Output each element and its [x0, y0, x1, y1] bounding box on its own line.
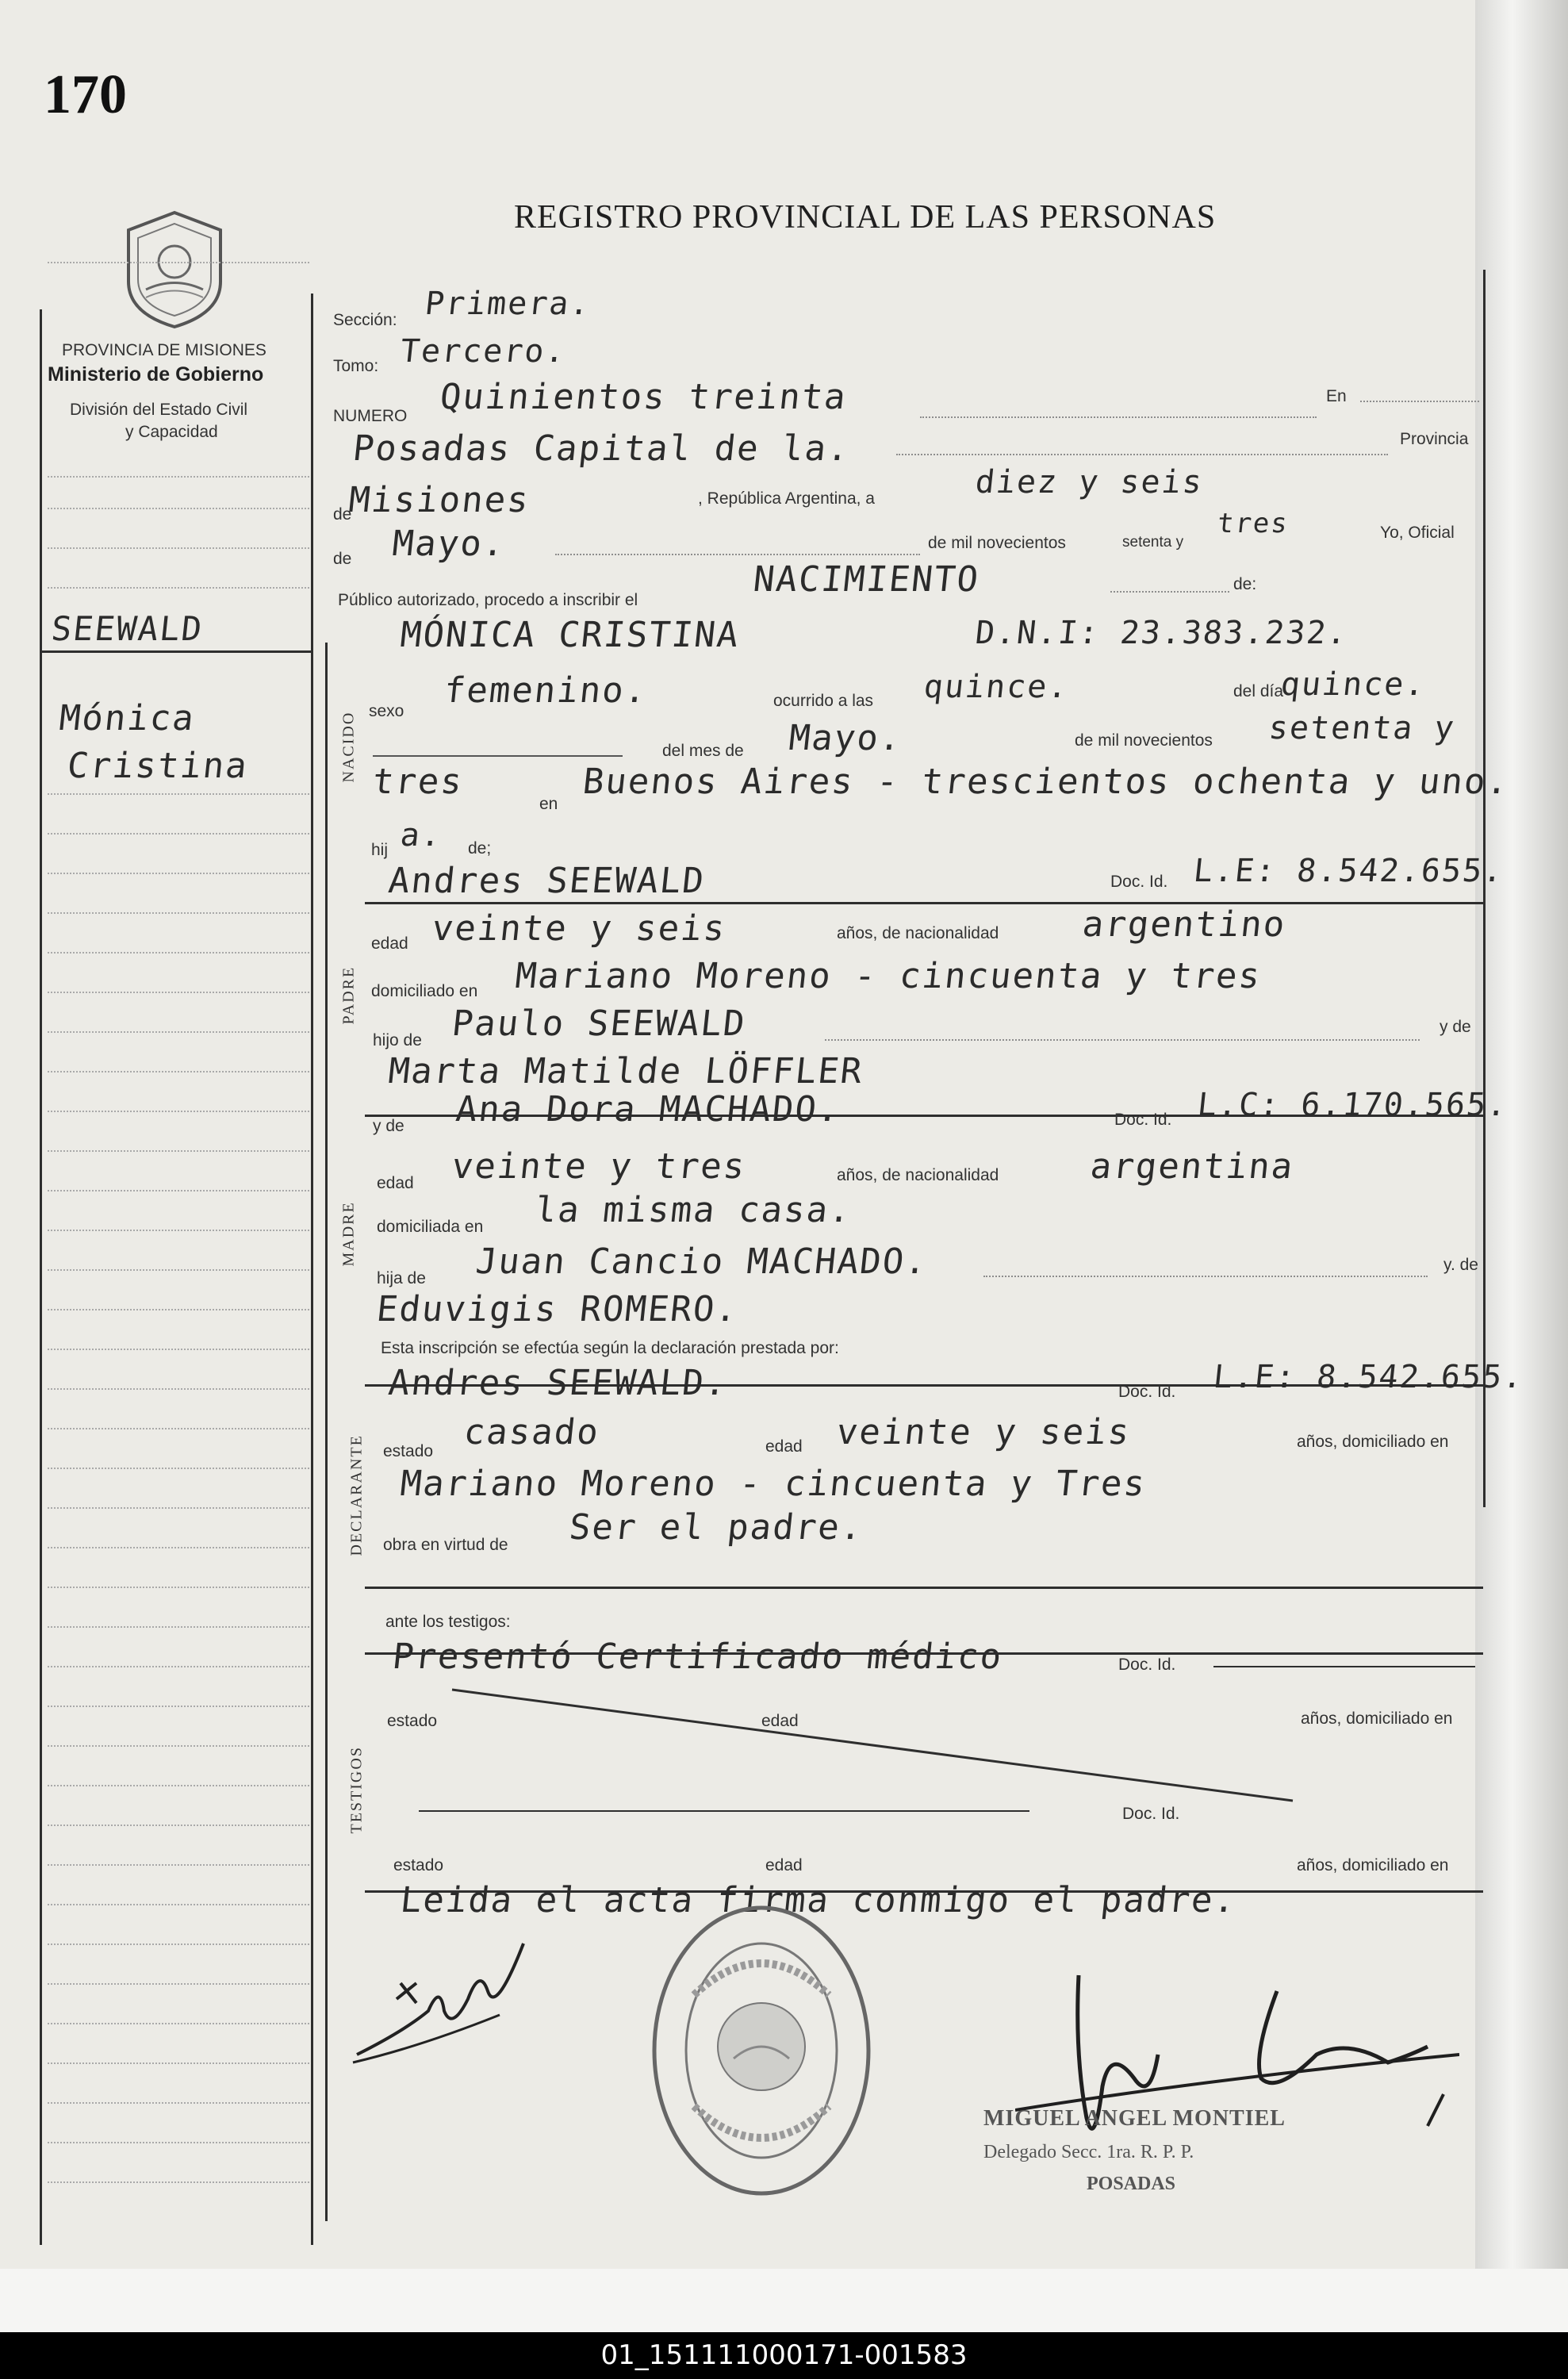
- declarante-dom-label: años, domiciliado en: [1297, 1433, 1449, 1451]
- page-edge: [1475, 0, 1568, 2269]
- padre-section-label: PADRE: [339, 965, 358, 1025]
- nacido-lugar-value: Buenos Aires - trescientos ochenta y uno.: [581, 762, 1512, 802]
- nacido-en-label: en: [539, 795, 558, 813]
- madre-padre-de: Juan Cancio MACHADO.: [473, 1241, 930, 1282]
- hij-label: hij: [371, 841, 389, 859]
- testigo2-dom-label: años, domiciliado en: [1297, 1856, 1449, 1874]
- provincia-value: Misiones: [347, 480, 532, 520]
- declarante-bottom-rule: [365, 1587, 1483, 1589]
- nacido-mes-value: Mayo.: [787, 718, 905, 758]
- ocurrido-label: ocurrido a las: [773, 692, 874, 710]
- testigo1-doc-label: Doc. Id.: [1118, 1656, 1176, 1674]
- nacido-de-label: de;: [468, 839, 492, 858]
- margin-name-rule: [40, 650, 311, 653]
- testigo1-edad-label: edad: [761, 1712, 799, 1730]
- division-line-2: y Capacidad: [125, 423, 218, 441]
- republica-label: , República Argentina, a: [698, 489, 875, 508]
- official-signature: [1015, 1959, 1459, 2213]
- padre-nombre: Andres SEEWALD: [386, 861, 707, 901]
- provincia-label: Provincia: [1400, 430, 1469, 448]
- province-name: PROVINCIA DE MISIONES: [62, 341, 266, 359]
- mes-value: Mayo.: [390, 524, 508, 564]
- declarante-obra: Ser el padre.: [567, 1507, 866, 1548]
- testigo1-estado-label: estado: [387, 1712, 438, 1730]
- de-colon-label: de:: [1233, 575, 1257, 593]
- padre-dom-label: domiciliado en: [371, 982, 478, 1000]
- padre-nac-label: años, de nacionalidad: [837, 924, 999, 942]
- madre-domicilio: la misma casa.: [533, 1190, 854, 1230]
- province-emblem-icon: [119, 206, 230, 333]
- dia-quince-value: quince.: [1279, 666, 1428, 703]
- declarante-intro: Esta inscripción se efectúa según la declaración prestada por:: [381, 1339, 839, 1357]
- de-label-1: de: [333, 505, 352, 524]
- division-line-1: División del Estado Civil: [70, 401, 248, 419]
- declarante-estado-label: estado: [383, 1442, 434, 1460]
- madre-nombre: Ana Dora MACHADO.: [454, 1089, 843, 1130]
- madre-doc-value: L.C: 6.170.565.: [1195, 1087, 1510, 1123]
- document-title: REGISTRO PROVINCIAL DE LAS PERSONAS: [514, 199, 1217, 236]
- declarante-doc-label: Doc. Id.: [1118, 1383, 1176, 1401]
- stamp-role: Delegado Secc. 1ra. R. P. P.: [983, 2142, 1194, 2162]
- dia-value: diez y seis: [973, 464, 1206, 501]
- padre-y-de-label: y de: [1440, 1018, 1471, 1036]
- madre-hija-label: hija de: [377, 1269, 426, 1287]
- madre-y-de-label-2: y. de: [1443, 1256, 1478, 1274]
- nacido-anio-1: setenta y: [1267, 710, 1458, 746]
- testigo2-estado-label: estado: [393, 1856, 444, 1874]
- padre-doc-label: Doc. Id.: [1110, 873, 1168, 891]
- seccion-value: Primera.: [423, 286, 593, 322]
- nacido-bottom-rule: [365, 902, 1483, 904]
- testigos-section-label: TESTIGOS: [347, 1746, 366, 1834]
- lugar-value: Posadas Capital de la.: [351, 428, 853, 469]
- testigo1-dom-label: años, domiciliado en: [1301, 1709, 1453, 1728]
- padre-domicilio: Mariano Moreno - cincuenta y tres: [513, 956, 1263, 996]
- ministry-name: Ministerio de Gobierno: [48, 363, 264, 386]
- padre-edad-value: veinte y seis: [430, 908, 729, 949]
- del-dia-label: del día: [1233, 682, 1284, 700]
- declarante-estado: casado: [462, 1412, 602, 1452]
- en-label: En: [1326, 387, 1347, 405]
- father-signature: [341, 1936, 547, 2070]
- nacido-anio-2: tres: [370, 762, 466, 802]
- del-mes-label: del mes de: [662, 742, 744, 760]
- section-divider: [325, 643, 328, 2221]
- column-divider: [311, 294, 313, 2245]
- folio-number: 170: [44, 64, 127, 125]
- oficial-label: Yo, Oficial: [1380, 524, 1455, 542]
- declarante-edad: veinte y seis: [834, 1412, 1133, 1452]
- publico-label: Público autorizado, procedo a inscribir el: [338, 591, 638, 609]
- anio-pre-value: setenta y: [1122, 534, 1184, 551]
- sexo-label: sexo: [369, 702, 404, 720]
- madre-nacionalidad: argentina: [1088, 1146, 1297, 1187]
- madre-madre-de: Eduvigis ROMERO.: [374, 1289, 741, 1330]
- cancel-strike-line: [444, 1682, 1317, 1809]
- padre-padre-de: Paulo SEEWALD: [450, 1003, 749, 1044]
- madre-y-de-label: y de: [373, 1117, 404, 1135]
- declarante-domicilio: Mariano Moreno - cincuenta y Tres: [398, 1464, 1148, 1504]
- margin-given-name-1: Mónica: [57, 698, 197, 739]
- mil-label: de mil novecientos: [928, 534, 1066, 552]
- tomo-label: Tomo:: [333, 357, 379, 375]
- margin-surname: SEEWALD: [49, 609, 205, 648]
- hora-value: quince.: [922, 669, 1071, 705]
- madre-doc-label: Doc. Id.: [1114, 1111, 1172, 1129]
- padre-doc-value: L.E: 8.542.655.: [1191, 853, 1506, 889]
- official-seal: [646, 1900, 876, 2201]
- declarante-nombre: Andres SEEWALD.: [386, 1363, 730, 1403]
- seccion-label: Sección:: [333, 311, 397, 329]
- image-caption: 01_151111000171-001583: [600, 2339, 968, 2371]
- nacido-section-label: NACIDO: [339, 711, 358, 783]
- dni-value: D.N.I: 23.383.232.: [973, 615, 1350, 651]
- madre-edad-value: veinte y tres: [450, 1146, 749, 1187]
- declarante-doc-value: L.E: 8.542.655.: [1211, 1359, 1526, 1395]
- madre-edad-label: edad: [377, 1174, 414, 1192]
- testigo2-edad-label: edad: [765, 1856, 803, 1874]
- tomo-value: Tercero.: [398, 333, 569, 370]
- margin-given-name-2: Cristina: [65, 746, 251, 786]
- nombre-value: MÓNICA CRISTINA: [398, 615, 742, 655]
- padre-madre-de: Marta Matilde LÖFFLER: [386, 1051, 865, 1092]
- madre-section-label: MADRE: [339, 1201, 358, 1267]
- cierre-texto: Leida el acta firma conmigo el padre.: [398, 1880, 1239, 1920]
- numero-value: Quinientos treinta: [438, 377, 849, 417]
- sexo-value: femenino.: [442, 670, 650, 711]
- testigos-intro: ante los testigos:: [385, 1613, 511, 1631]
- padre-nacionalidad: argentino: [1080, 904, 1289, 945]
- declarante-obra-label: obra en virtud de: [383, 1536, 508, 1554]
- stamp-city: POSADAS: [1087, 2174, 1176, 2194]
- testigos-nota: Presentó Certificado médico: [390, 1637, 1005, 1677]
- hij-value: a.: [398, 817, 444, 854]
- declarante-section-label: DECLARANTE: [347, 1434, 366, 1556]
- padre-hijo-label: hijo de: [373, 1031, 422, 1049]
- anio-value: tres: [1215, 508, 1290, 539]
- left-margin-rule: [40, 309, 42, 2245]
- declarante-edad-label: edad: [765, 1437, 803, 1456]
- nacido-mil-label: de mil novecientos: [1075, 731, 1213, 750]
- madre-nac-label: años, de nacionalidad: [837, 1166, 999, 1184]
- acto-value: NACIMIENTO: [751, 559, 982, 600]
- madre-dom-label: domiciliada en: [377, 1218, 484, 1236]
- testigo2-doc-label: Doc. Id.: [1122, 1805, 1180, 1823]
- de-label-2: de: [333, 550, 352, 568]
- numero-label: NUMERO: [333, 407, 408, 425]
- stamp-name: MIGUEL ANGEL MONTIEL: [983, 2106, 1286, 2131]
- padre-edad-label: edad: [371, 934, 408, 953]
